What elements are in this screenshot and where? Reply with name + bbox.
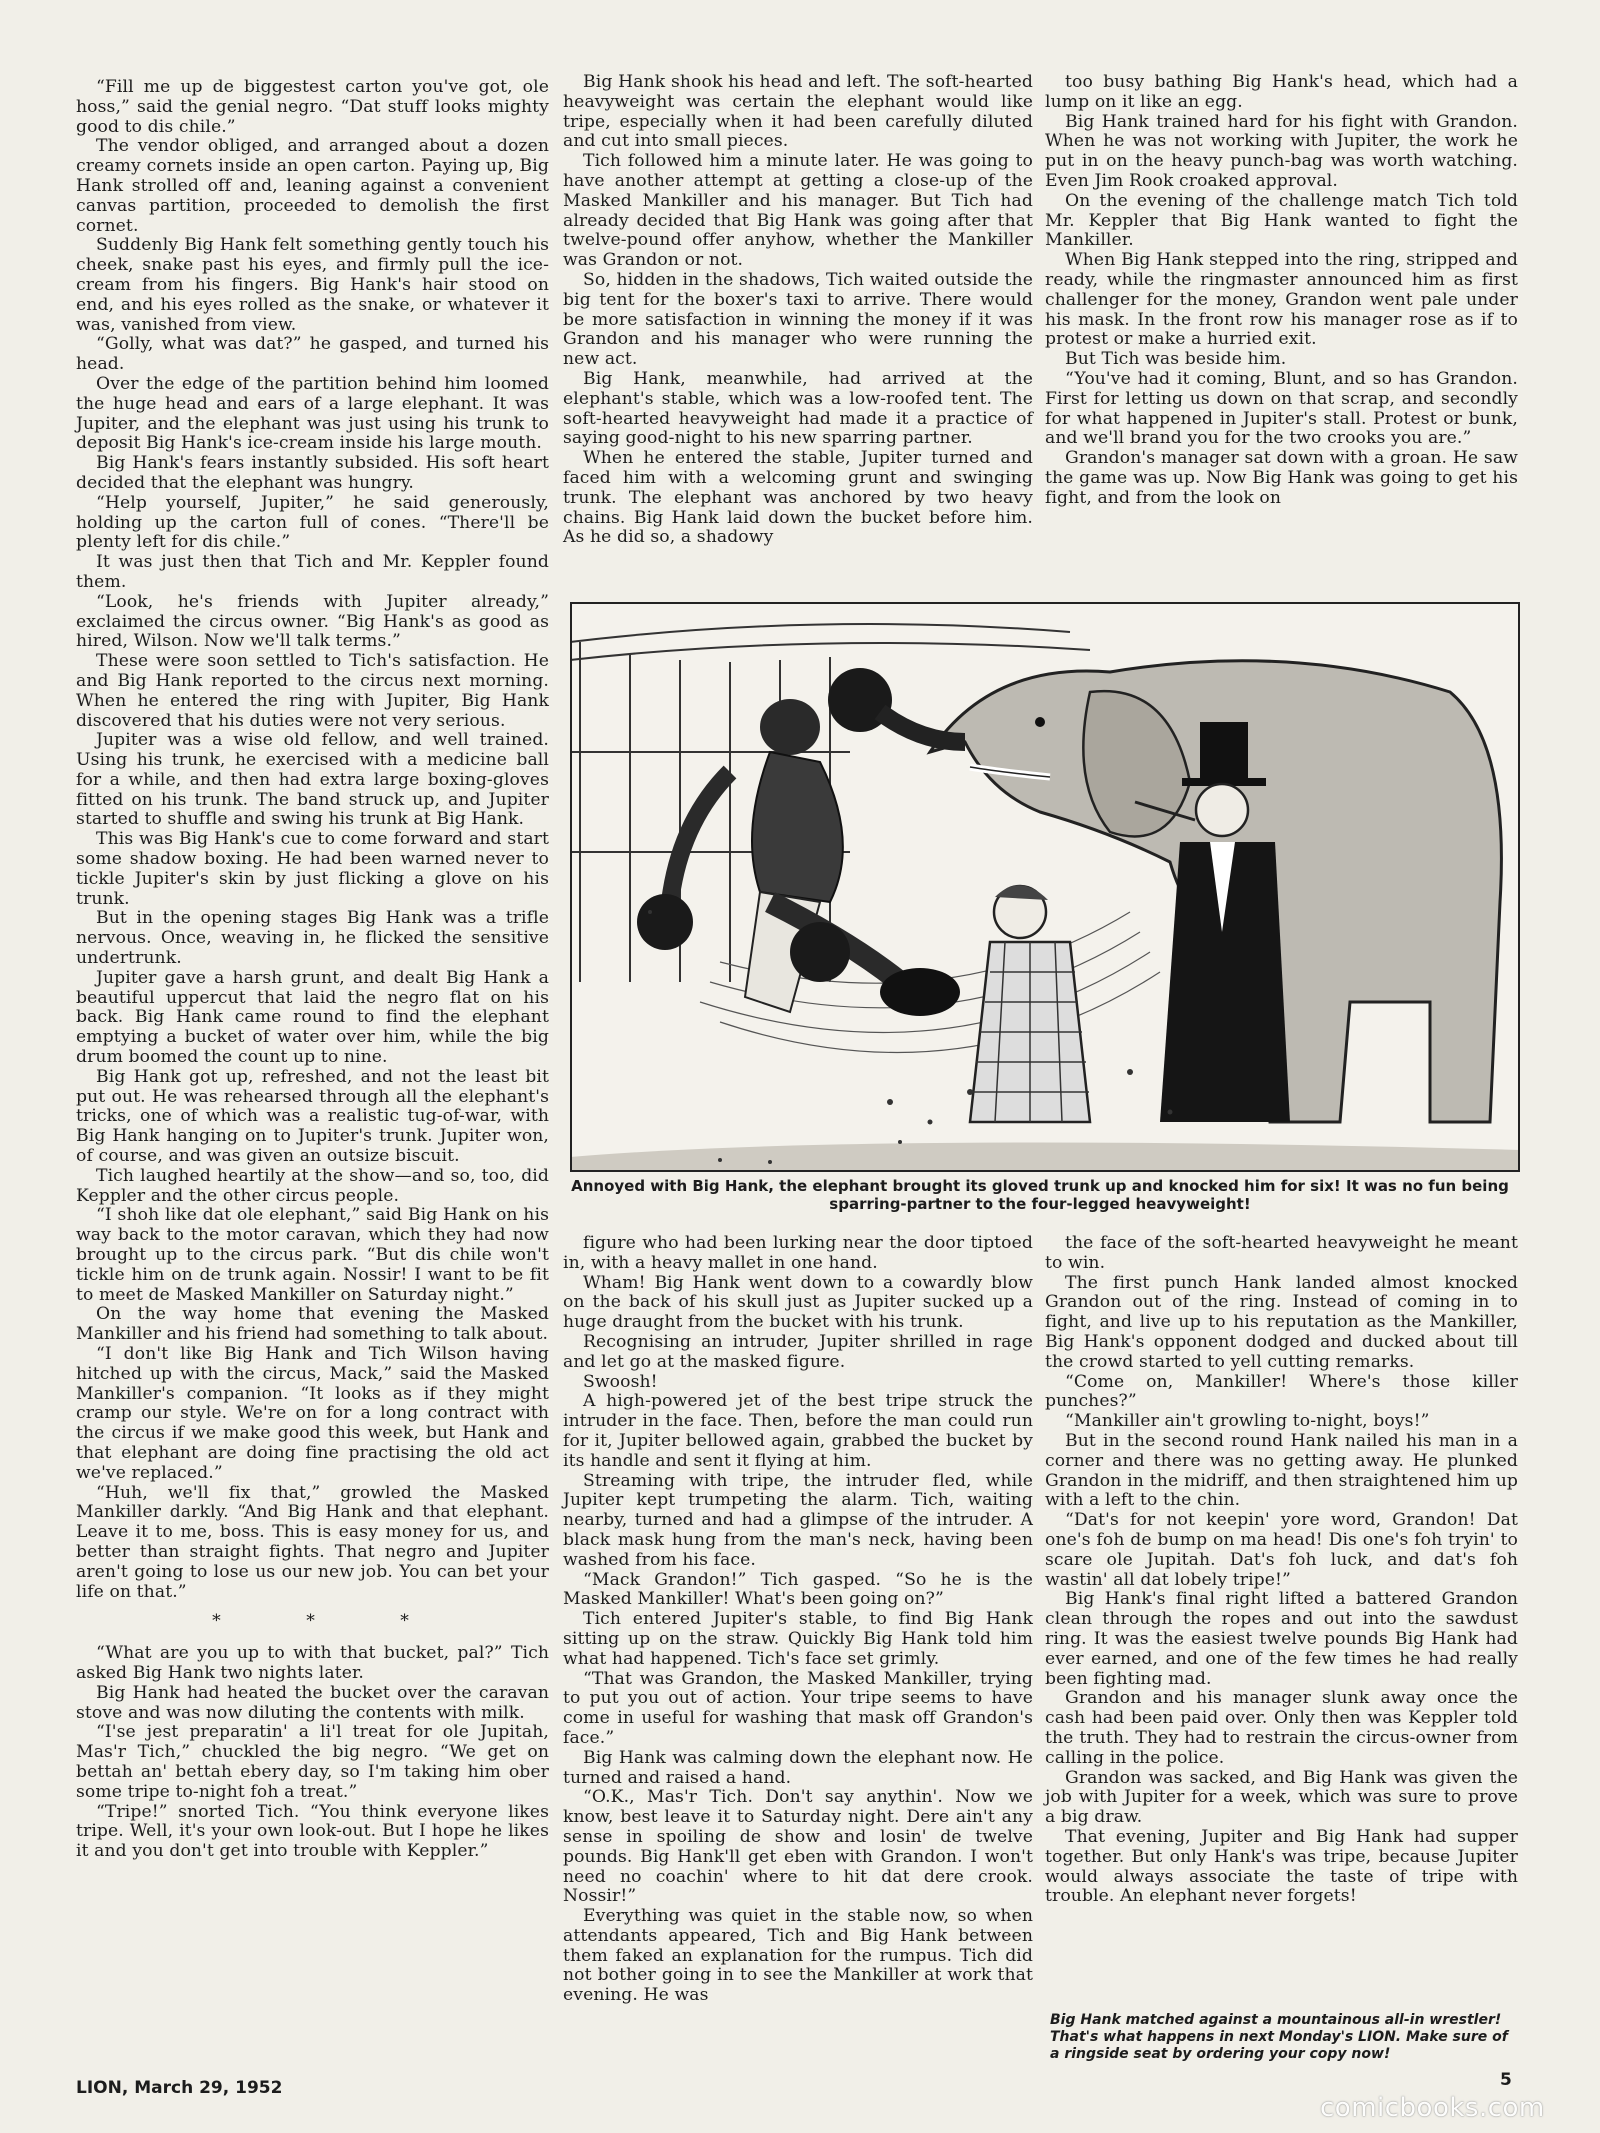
paragraph: Big Hank was calming down the elephant now. He turned and raised a hand. (563, 1747, 1033, 1788)
paragraph: So, hidden in the shadows, Tich waited outside the big tent for the boxer's taxi to arrive. There would be more satisfaction in winning the money if it was Grandon and his manager who were running the new act. (563, 269, 1033, 370)
paragraph: But in the opening stages Big Hank was a trifle nervous. Once, weaving in, he flicked the sensitive undertrunk. (76, 908, 549, 969)
paragraph: Big Hank got up, refreshed, and not the least bit put out. He was rehearsed through all the elephant's tricks, one of which was a realistic tug-of-war, with Big Hank hanging on to Jupiter's trunk. Jupiter won, of course, and was given an outsize biscuit. (76, 1066, 549, 1167)
paragraph: “Dat's for not keepin' yore word, Grandon! Dat one's foh de bump on ma head! Dis one's foh tryin' to scare ole Jupitah. Dat's foh luck, and dat's foh wastin' all dat lobely tripe!” (1045, 1510, 1518, 1590)
paragraph: “Mankiller ain't growling to-night, boys!” (1065, 1411, 1430, 1432)
page-number: 5 (1500, 2070, 1512, 2090)
paragraph: “Huh, we'll fix that,” growled the Masked Mankiller darkly. “And Big Hank and that elephant. Leave it to me, boss. This is easy money for us, and better than straight fights. That negro and Jupiter aren't going to lose us our new job. You can bet your life on that.” (76, 1482, 549, 1602)
paragraph: These were soon settled to Tich's satisfaction. He and Big Hank reported to the circus next morning. When he entered the ring with Jupiter, Big Hank discovered that his duties were not very serious. (76, 651, 549, 731)
paragraph: Suddenly Big Hank felt something gently touch his cheek, snake past his eyes, and firmly pull the ice-cream from his fingers. Big Hank's hair stood on end, and his eyes rolled as the snake, or whatever it was, vanished from view. (76, 235, 549, 335)
paragraph: But in the second round Hank nailed his man in a corner and there was no getting away. He plunked Grandon in the midriff, and then straightened him up with a left to the chin. (1045, 1430, 1518, 1511)
paragraph: Recognising an intruder, Jupiter shrilled in rage and let go at the masked figure. (563, 1331, 1033, 1372)
paragraph: Grandon and his manager slunk away once the cash had been paid over. Only then was Keppler told the truth. They had to restrain the circus-owner from calling in the police. (1045, 1688, 1518, 1768)
paragraph: On the way home that evening the Masked Mankiller and his friend had something to talk about. (76, 1304, 549, 1345)
paragraph: A high-powered jet of the best tripe struck the intruder in the face. Then, before the man could run for it, Jupiter bellowed again, grabbed the bucket by its handle and sent it flying at him. (563, 1391, 1033, 1471)
paragraph: The first punch Hank landed almost knocked Grandon out of the ring. Instead of coming in to fight, and live up to his reputation as the Mankiller, Big Hank's opponent dodged and ducked about till the crowd started to yell cutting remarks. (1045, 1272, 1518, 1372)
illustration-caption: Annoyed with Big Hank, the elephant brought its gloved trunk up and knocked him for six! It was no fun being sparring-partner to the four-legged heavyweight! (571, 1177, 1509, 1213)
paragraph: That evening, Jupiter and Big Hank had supper together. But only Hank's was tripe, because Jupiter would always associate the taste of tripe with trouble. An elephant never forgets! (1045, 1826, 1518, 1907)
column1-after-paragraphs (76, 1644, 549, 1862)
paragraph: “Look, he's friends with Jupiter already,” exclaimed the circus owner. “Big Hank's as good as hired, Wilson. Now we'll talk terms.” (76, 591, 549, 652)
story-illustration (570, 602, 1520, 1172)
paragraph: “Tripe!” snorted Tich. “You think everyone likes tripe. Well, it's your own look-out. But I hope he likes it and you don't get into trouble with Keppler.” (76, 1801, 549, 1862)
paragraph: “Fill me up de biggestest carton you've got, ole hoss,” said the genial negro. “Dat stuff looks mighty good to dis chile.” (76, 77, 549, 137)
paragraph: On the evening of the challenge match Tich told Mr. Keppler that Big Hank wanted to fight the Mankiller. (1045, 190, 1518, 251)
paragraph: figure who had been lurking near the door tiptoed in, with a heavy mallet in one hand. (563, 1233, 1033, 1273)
paragraph: Wham! Big Hank went down to a cowardly blow on the back of his skull just as Jupiter sucked up a huge draught from the bucket with his trunk. (563, 1272, 1033, 1333)
paragraph: Tich followed him a minute later. He was going to have another attempt at getting a close-up of the Masked Mankiller and his manager. But Tich had already decided that Big Hank was going after that twelve-pound offer anyhow, whether the Mankiller was Grandon or not. (563, 151, 1033, 271)
next-issue-teaser: Big Hank matched against a mountainous all-in wrestler! That's what happens in next Monday's LION. Make sure of a ringside seat by ordering your copy now! (1050, 2012, 1508, 2062)
story-column-1 (76, 78, 549, 1862)
paragraph: Streaming with tripe, the intruder fled, while Jupiter kept trumpeting the alarm. Tich, waiting nearby, turned and had a glimpse of the intruder. A black mask hung from the man's neck, having been washed from his face. (563, 1470, 1033, 1570)
story-column-5 (1045, 1234, 1518, 1907)
paragraph: “That was Grandon, the Masked Mankiller, trying to put you out of action. Your tripe seems to have come in useful for washing that mask off Grandon's face.” (563, 1668, 1033, 1748)
paragraph: The vendor obliged, and arranged about a dozen creamy cornets inside an open carton. Paying up, Big Hank strolled off and, leaning against a convenient canvas partition, proceeded to demolish the first cornet. (76, 136, 549, 236)
section-break-stars: * * * (212, 1611, 449, 1632)
publication-date-footer: LION, March 29, 1952 (76, 2078, 283, 2098)
paragraph: Big Hank's final right lifted a battered Grandon clean through the ropes and out into the sawdust ring. It was the easiest twelve pounds Big Hank had ever earned, and one of the few times he had really been fighting mad. (1045, 1589, 1518, 1689)
story-column-2 (563, 73, 1033, 548)
paragraph: Swoosh! (583, 1371, 658, 1392)
paragraph: Grandon's manager sat down with a groan. He saw the game was up. Now Big Hank was going to get his fight, and from the look on (1045, 448, 1518, 508)
paragraph: When he entered the stable, Jupiter turned and faced him with a welcoming grunt and swinging trunk. The elephant was anchored by two heavy chains. Big Hank laid down the bucket before him. As he did so, a shadowy (563, 448, 1033, 548)
paragraph: “O.K., Mas'r Tich. Don't say anythin'. Now we know, best leave it to Saturday night. Dere ain't any sense in spoiling de show and losin' de twelve pounds. Big Hank'll get eben with Grandon. I won't need no coachin' where to hit dat dere crook. Nossir!” (563, 1787, 1033, 1907)
paragraph: “You've had it coming, Blunt, and so has Grandon. First for letting us down on that scrap, and secondly for what happened in Jupiter's stall. Protest or bunk, and we'll brand you for the two crooks you are.” (1045, 368, 1518, 449)
paragraph: the face of the soft-hearted heavyweight he meant to win. (1045, 1233, 1518, 1273)
watermark: comicbooks.com (1320, 2093, 1545, 2123)
paragraph: It was just then that Tich and Mr. Keppler found them. (76, 552, 549, 592)
paragraph: Jupiter gave a harsh grunt, and dealt Big Hank a beautiful uppercut that laid the negro flat on his back. Big Hank came round to find the elephant emptying a bucket of water over him, while the big drum boomed the count up to nine. (76, 967, 549, 1068)
paragraph: Big Hank had heated the bucket over the caravan stove and was now diluting the contents with milk. (76, 1682, 549, 1723)
story-column-4 (563, 1234, 1033, 2006)
paragraph: Big Hank's fears instantly subsided. His soft heart decided that the elephant was hungry. (76, 453, 549, 493)
paragraph: Tich laughed heartily at the show—and so, too, did Keppler and the other circus people. (76, 1165, 549, 1206)
paragraph: But Tich was beside him. (1065, 349, 1287, 370)
paragraph: Everything was quiet in the stable now, so when attendants appeared, Tich and Big Hank between them faked an explanation for the rumpus. Tich did not bother going in to see the Mankiller at work that evening. He was (563, 1906, 1033, 2006)
paragraph: Big Hank trained hard for his fight with Grandon. When he was not working with Jupiter, the work he put in on the heavy punch-bag was worth watching. Even Jim Rook croaked approval. (1045, 111, 1518, 191)
paragraph: Big Hank shook his head and left. The soft-hearted heavyweight was certain the elephant would like tripe, especially when it had been carefully diluted and cut into small pieces. (563, 72, 1033, 152)
paragraph: Tich entered Jupiter's stable, to find Big Hank sitting up on the straw. Quickly Big Hank told him what had happened. Tich's face set grimly. (563, 1609, 1033, 1669)
paragraph: When Big Hank stepped into the ring, stripped and ready, while the ringmaster announced him as first challenger for the money, Grandon went pale under his mask. In the front row his manager rose as if to protest or make a hurried exit. (1045, 250, 1518, 350)
paragraph: “Mack Grandon!” Tich gasped. “So he is the Masked Mankiller! What's been going on?” (563, 1569, 1033, 1610)
paragraph: too busy bathing Big Hank's head, which had a lump on it like an egg. (1045, 72, 1518, 112)
paragraph: Big Hank, meanwhile, had arrived at the elephant's stable, which was a low-roofed tent. The soft-hearted heavyweight had made it a practice of saying good-night to his new sparring partner. (563, 368, 1033, 449)
paragraph: Grandon was sacked, and Big Hank was given the job with Jupiter for a week, which was sure to prove a big draw. (1045, 1767, 1518, 1828)
column1-paragraphs (76, 78, 549, 1602)
paragraph: “Come on, Mankiller! Where's those killer punches?” (1045, 1371, 1518, 1412)
paragraph: “I shoh like dat ole elephant,” said Big Hank on his way back to the motor caravan, which they had now brought up to the circus park. “But dis chile won't tickle him on de trunk again. Nossir! I want to be fit to meet de Masked Mankiller on Saturday night.” (76, 1205, 549, 1305)
paragraph: Jupiter was a wise old fellow, and well trained. Using his trunk, he exercised with a medicine ball for a while, and then had extra large boxing-gloves fitted on his trunk. The band struck up, and Jupiter started to shuffle and swing his trunk at Big Hank. (76, 730, 549, 830)
story-column-3 (1045, 73, 1518, 509)
paragraph: “Golly, what was dat?” he gasped, and turned his head. (76, 334, 549, 375)
paragraph: This was Big Hank's cue to come forward and start some shadow boxing. He had been warned never to tickle Jupiter's skin by just flicking a glove on his trunk. (76, 829, 549, 909)
paragraph: “I'se jest preparatin' a li'l treat for ole Jupitah, Mas'r Tich,” chuckled the big negro. “We get on bettah an' bettah ebery day, so I'm taking him ober some tripe to-night foh a treat.” (76, 1722, 549, 1802)
paragraph: “Help yourself, Jupiter,” he said generously, holding up the carton full of cones. “There'll be plenty left for dis chile.” (76, 492, 549, 553)
paragraph: Over the edge of the partition behind him loomed the huge head and ears of a large elephant. It was Jupiter, and the elephant was just using his trunk to deposit Big Hank's ice-cream inside his large mouth. (76, 373, 549, 454)
paragraph: “What are you up to with that bucket, pal?” Tich asked Big Hank two nights later. (76, 1643, 549, 1683)
paragraph: “I don't like Big Hank and Tich Wilson having hitched up with the circus, Mack,” said the Masked Mankiller's companion. “It looks as if they might cramp our style. We're on for a long contract with the circus if we make good this week, but Hank and that elephant are doing fine practising the old act we've replaced.” (76, 1344, 549, 1483)
